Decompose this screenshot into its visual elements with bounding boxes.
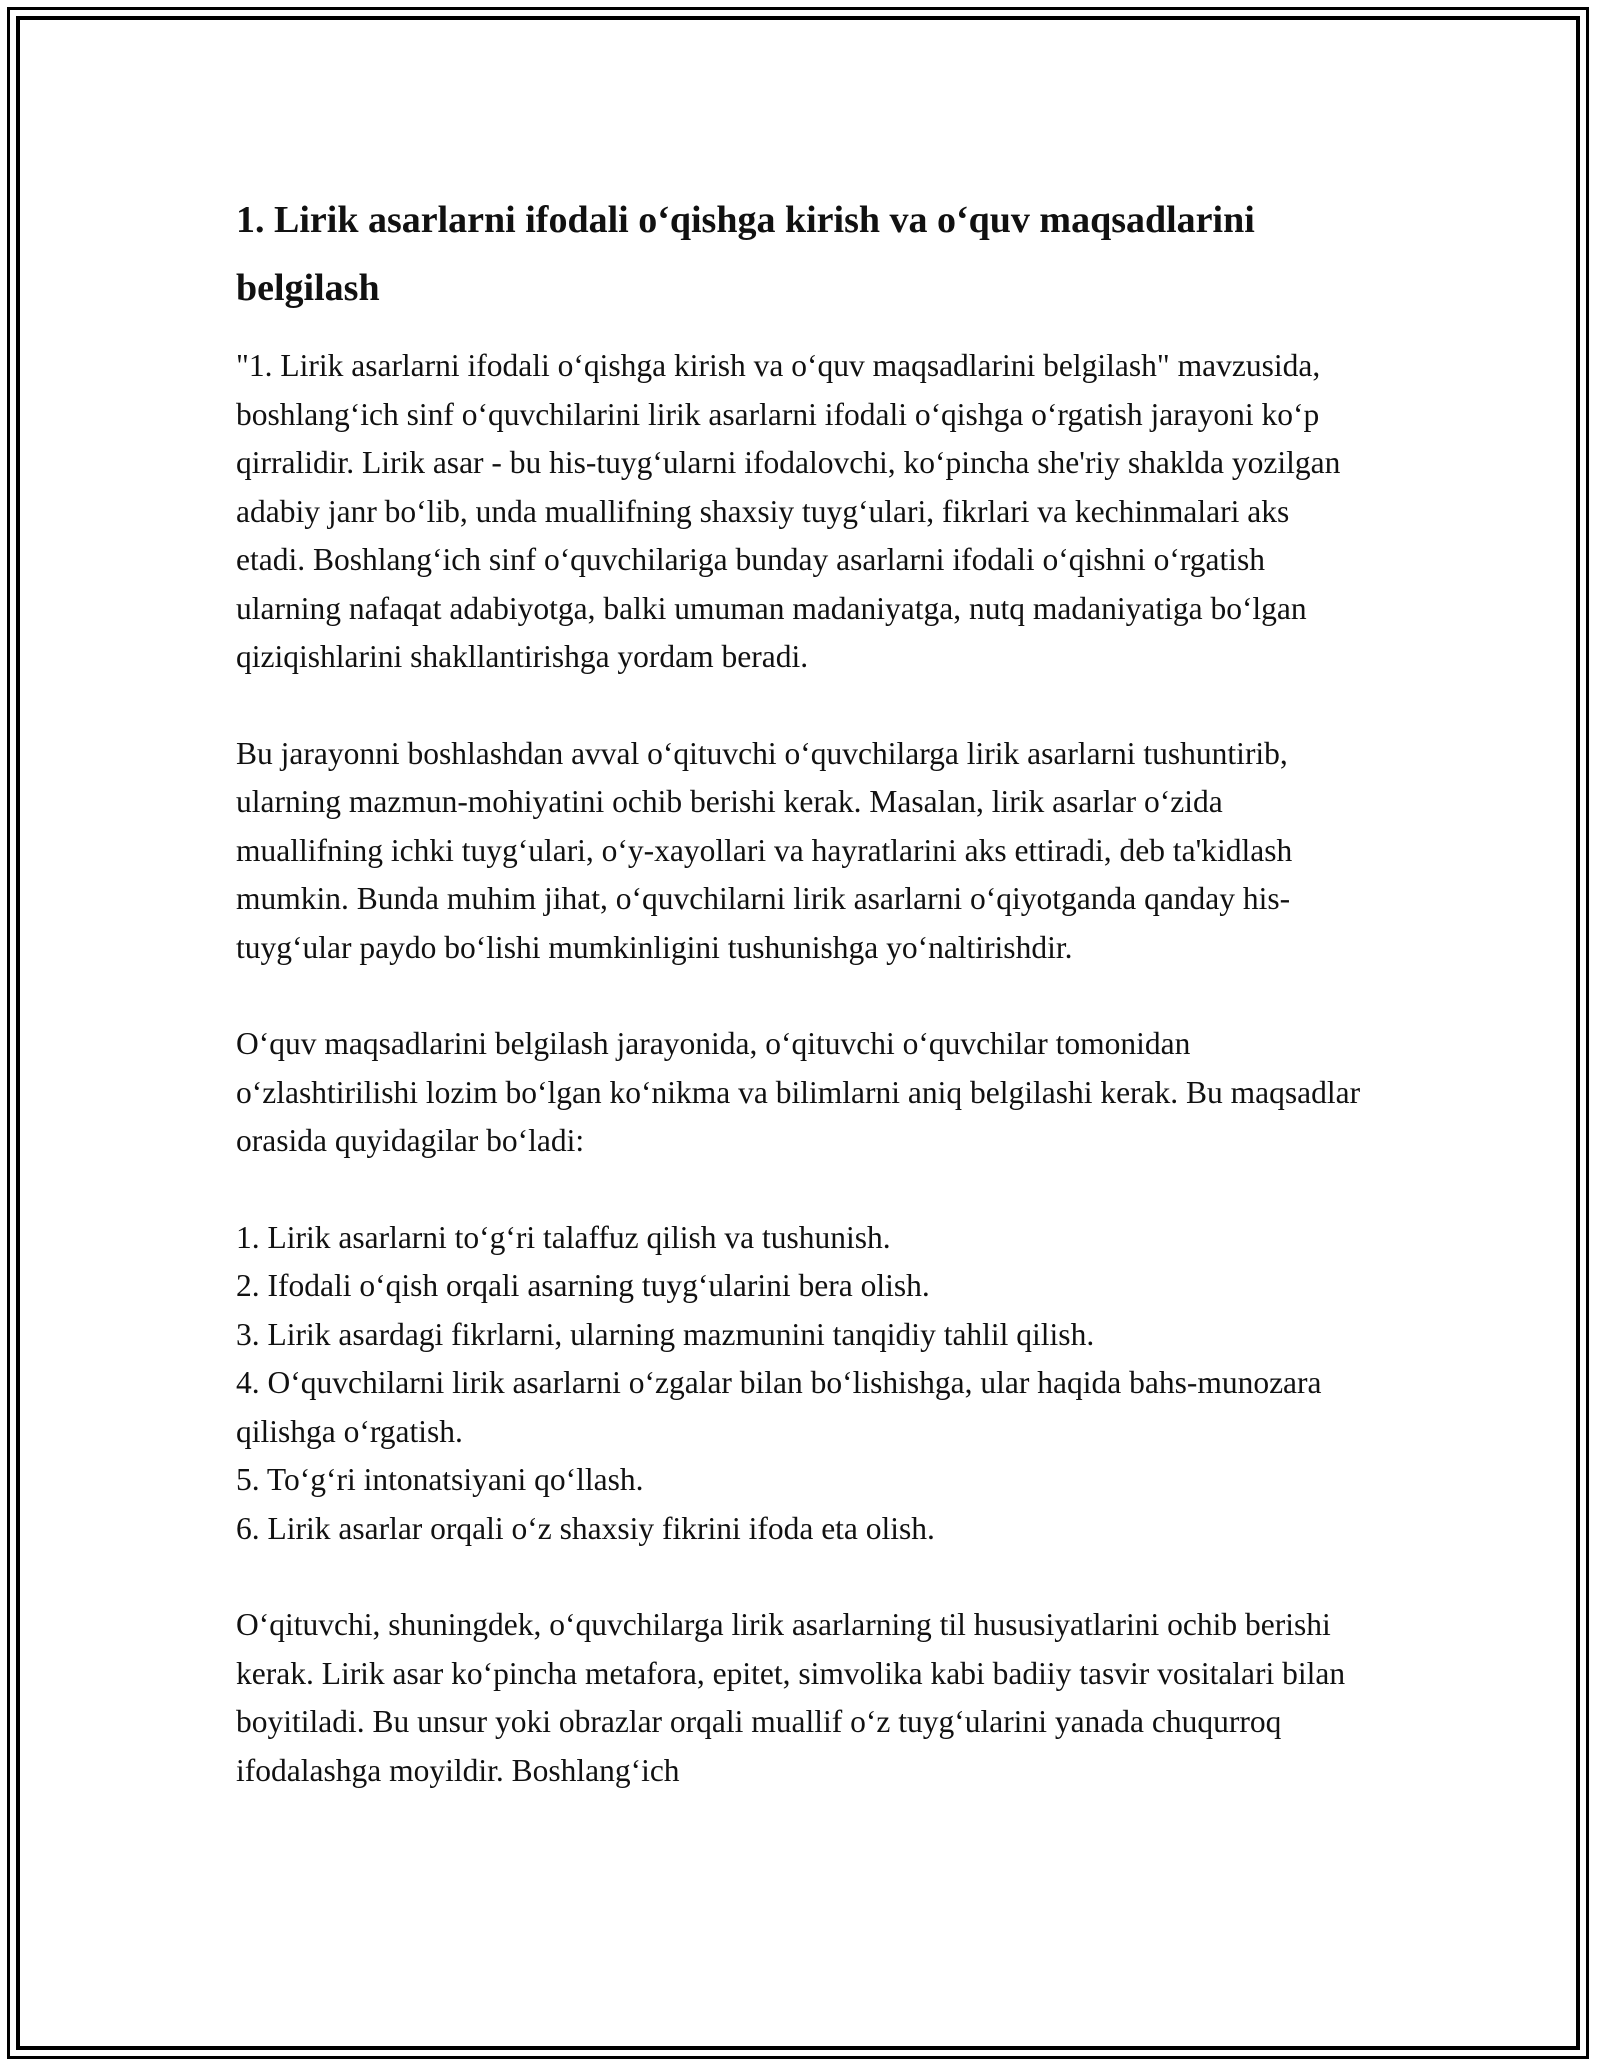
goals-intro-paragraph: O‘quv maqsadlarini belgilash jarayonida, o‘qituvchi o‘quvchilar tomonidan o‘zlashtirilishi lozim bo‘lgan ko‘nikma va bilimlarni aniq belgilashi kerak. Bu maqsadlar orasida quyidagilar bo‘ladi: [236,1026,1361,1158]
list-item: 5. To‘g‘ri intonatsiyani qo‘llash. [236,1462,644,1497]
list-item: 2. Ifodali o‘qish orqali asarning tuyg‘ularini bera olish. [236,1268,930,1303]
list-item: 4. O‘quvchilarni lirik asarlarni o‘zgalar bilan bo‘lishishga, ular haqida bahs-munozara qilishga o‘rgatish. [236,1365,1322,1449]
list-item: 1. Lirik asarlarni to‘g‘ri talaffuz qilish va tushunish. [236,1219,891,1255]
list-item: 3. Lirik asardagi fikrlarni, ularning mazmunini tanqidiy tahlil qilish. [236,1316,1095,1352]
document-body [236,186,1366,1843]
closing-paragraph: O‘qituvchi, shuningdek, o‘quvchilarga lirik asarlarning til hususiyatlarini ochib berishi kerak. Lirik asar ko‘pincha metafora, epitet, simvolika kabi badiiy tasvir vositalari bilan boyitiladi. Bu unsur yoki obrazlar orqali muallif o‘z tuyg‘ularini yanada chuqurroq ifodalashga moyildir. Boshlang‘ich [236,1607,1346,1788]
explanation-paragraph: Bu jarayonni boshlashdan avval o‘qituvchi o‘quvchilarga lirik asarlarni tushuntirib, ularning mazmun-mohiyatini ochib berishi kerak. Masalan, lirik asarlar o‘zida muallifning ichki tuyg‘ulari, o‘y-xayollari va hayratlarini aks ettiradi, deb ta'kidlash mumkin. Bunda muhim jihat, o‘quvchilarni lirik asarlarni o‘qiyotganda qanday his-tuyg‘ular paydo bo‘lishi mumkinligini tushunishga yo‘naltirishdir. [236,735,1293,965]
list-item: 6. Lirik asarlar orqali o‘z shaxsiy fikrini ifoda eta olish. [236,1510,935,1546]
section-heading: 1. Lirik asarlarni ifodali o‘qishga kirish va o‘quv maqsadlarini belgilash [236,199,1255,309]
learning-goals-list [236,1214,1366,1554]
intro-paragraph: "1. Lirik asarlarni ifodali o‘qishga kirish va o‘quv maqsadlarini belgilash" mavzusida, boshlang‘ich sinf o‘quvchilarini lirik asarlarni ifodali o‘qishga o‘rgatish jarayoni ko‘p qirralidir. Lirik asar - bu his-tuyg‘ularni ifodalovchi, ko‘pincha she'riy shaklda yozilgan adabiy janr bo‘lib, unda muallifning shaxsiy tuyg‘ulari, fikrlari va kechinmalari aks etadi. Boshlang‘ich sinf o‘quvchilariga bunday asarlarni ifodali o‘qishni o‘rgatish ularning nafaqat adabiyotga, balki umuman madaniyatga, nutq madaniyatiga bo‘lgan qiziqishlarini shakllantirishga yordam beradi. [236,348,1341,674]
